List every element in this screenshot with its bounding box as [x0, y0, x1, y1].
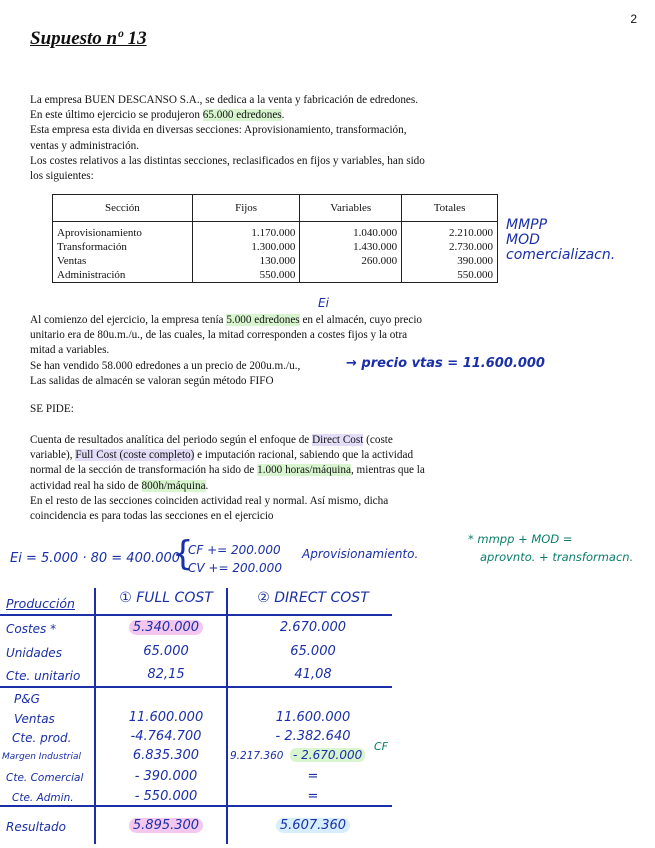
value-cell: 11.600.000: [275, 710, 351, 725]
value-cell: 41,08: [294, 667, 332, 682]
value-cell: =: [307, 789, 319, 804]
label-unidades: Unidades: [6, 646, 62, 660]
intro-line: La empresa BUEN DESCANSO S.A., se dedica a la venta y fabricación de edredones.: [30, 94, 419, 106]
table-row: [53, 240, 498, 254]
value-cell: 9.217.360: [230, 750, 284, 762]
label-cte-unitario: Cte. unitario: [6, 669, 81, 683]
cell: 130.000: [192, 254, 300, 268]
note-cv: CV += 200.000: [188, 561, 282, 575]
cost-table: [52, 194, 498, 283]
note-ei-calc: Ei = 5.000 · 80 = 400.000: [10, 551, 181, 566]
grid-line: [0, 805, 392, 807]
note-mod: MOD: [506, 232, 540, 248]
note-cf: CF += 200.000: [188, 543, 281, 557]
question-line: En el resto de las secciones coinciden actividad real y normal. Así mismo, dicha: [30, 494, 389, 507]
col-header: Totales: [402, 195, 498, 222]
value-cell: 5.340.000: [110, 620, 222, 635]
question-line: normal de la sección de transformación ha sido de 1.000 horas/máquina, mientras que la: [30, 464, 425, 477]
header-produccion: Producción: [6, 596, 75, 611]
value-cell: 65.000: [290, 644, 336, 659]
question-line: actividad real ha sido de 800h/máquina.: [30, 479, 209, 492]
col-header: Sección: [53, 195, 193, 222]
value-cell: =: [307, 769, 319, 784]
highlight-direct-cost: Direct Cost: [312, 434, 364, 446]
note-aprovisionamiento: Aprovisionamiento.: [302, 547, 419, 561]
label-pyg: P&G: [14, 692, 40, 706]
cell: 1.300.000: [192, 240, 300, 254]
value-cell: 82,15: [147, 667, 185, 682]
cell: 1.040.000: [300, 222, 402, 241]
highlight-real-activity: 800h/máquina: [141, 479, 206, 492]
label-margen: Margen Industrial: [2, 752, 82, 762]
intro-paragraph: [30, 93, 500, 184]
se-pide: SE PIDE:: [30, 403, 74, 415]
label-comercial: Cte. Comercial: [6, 772, 84, 784]
value-cell: 11.600.000: [128, 710, 204, 725]
label-costes: Costes *: [6, 622, 57, 636]
intro-line: Los costes relativos a las distintas secciones, reclasificados en fijos y variables, han sido: [30, 154, 425, 167]
label-admin: Cte. Admin.: [12, 792, 74, 804]
header-direct-cost: ② DIRECT COST: [257, 590, 369, 606]
label-ventas: Ventas: [14, 712, 55, 726]
intro-line: Esta empresa esta divida en diversas secciones: Aprovisionamiento, transformación,: [30, 124, 407, 137]
intro-line: ventas y administración.: [30, 139, 140, 152]
value-cell: 6.835.300: [132, 748, 200, 763]
stock-line: Al comienzo del ejercicio, la empresa tenía 5.000 edredones en el almacén, cuyo precio: [30, 314, 423, 326]
stock-line: Las salidas de almacén se valoran según método FIFO: [30, 374, 274, 387]
cell: 1.170.000: [192, 222, 300, 241]
stock-line: mitad a variables.: [30, 344, 110, 357]
cell: Transformación: [53, 240, 193, 254]
cell: 1.430.000: [300, 240, 402, 254]
table-row: [53, 222, 498, 241]
stock-line: unitario era de 80u.m./u., de las cuales, la mitad corresponden a costes fijos y la otra: [30, 329, 408, 342]
cell: 2.210.000: [402, 222, 498, 241]
stock-paragraph: [30, 313, 500, 389]
cell: Aprovisionamiento: [53, 222, 193, 241]
analysis-grid: [0, 584, 420, 848]
cell: Administración: [53, 268, 193, 283]
question-line: coincidencia es para todas las secciones en el ejercicio: [30, 510, 274, 523]
page-title: Supuesto nº 13: [30, 28, 147, 49]
page-number: 2: [630, 12, 637, 26]
value-cell: -4.764.700: [130, 729, 202, 744]
cell: 550.000: [192, 268, 300, 283]
label-resultado: Resultado: [6, 820, 66, 834]
note-ventas: → precio vtas = 11.600.000: [346, 356, 545, 371]
col-header: Variables: [300, 195, 402, 222]
table-row: [53, 268, 498, 283]
grid-line: [0, 614, 392, 616]
grid-line: [0, 686, 392, 688]
value-cell: - 390.000: [134, 769, 198, 784]
intro-line: los siguientes:: [30, 170, 94, 183]
value-cell: - 2.670.000: [290, 748, 365, 762]
cell: 260.000: [300, 254, 402, 268]
note-cf-cv: [188, 541, 282, 577]
value-cell: 65.000: [143, 644, 189, 659]
cell: [300, 268, 402, 283]
question-line: variable), Full Cost (coste completo) e imputación racional, sabiendo que la actividad: [30, 449, 414, 462]
highlight-normal-activity: 1.000 horas/máquina: [257, 464, 351, 477]
value-cell: 5.895.300: [110, 818, 222, 833]
col-header: Fijos: [192, 195, 300, 222]
note-comercializacion: comercializacn.: [506, 247, 616, 263]
value-cell: 2.670.000: [279, 620, 347, 635]
value-cell: 5.607.360: [238, 818, 388, 833]
tag-cf: CF: [374, 740, 389, 753]
cell: 390.000: [402, 254, 498, 268]
cell: 2.730.000: [402, 240, 498, 254]
cell: 550.000: [402, 268, 498, 283]
header-full-cost: ① FULL COST: [119, 590, 213, 606]
highlight-stock: 5.000 edredones: [226, 314, 300, 326]
value-cell: - 550.000: [134, 789, 198, 804]
cost-table-header: [53, 195, 498, 222]
stock-line: Se han vendido 58.000 edredones a un precio de 200u.m./u.,: [30, 359, 301, 372]
label-cte-prod: Cte. prod.: [12, 731, 72, 745]
curly-brace: {: [172, 534, 194, 574]
question-line: Cuenta de resultados analítica del periodo según el enfoque de Direct Cost (coste: [30, 434, 393, 446]
table-row: [53, 254, 498, 268]
highlight-units: 65.000 edredones: [202, 109, 282, 122]
intro-line: En este último ejercicio se produjeron 65.000 edredones.: [30, 109, 285, 122]
question-paragraph: [30, 433, 500, 524]
note-mmpp-mod: [468, 530, 633, 566]
highlight-full-cost: Full Cost (coste completo): [75, 449, 195, 462]
note-mmpp-mod-line: * mmpp + MOD =: [468, 532, 573, 546]
note-mmpp: MMPP: [506, 217, 548, 233]
value-cell: - 2.382.640: [275, 729, 351, 744]
cell: Ventas: [53, 254, 193, 268]
note-ei: Ei: [318, 296, 329, 310]
handwritten-table-notes: [506, 218, 615, 263]
note-mmpp-mod-line: aprovnto. + transformacn.: [480, 550, 634, 564]
